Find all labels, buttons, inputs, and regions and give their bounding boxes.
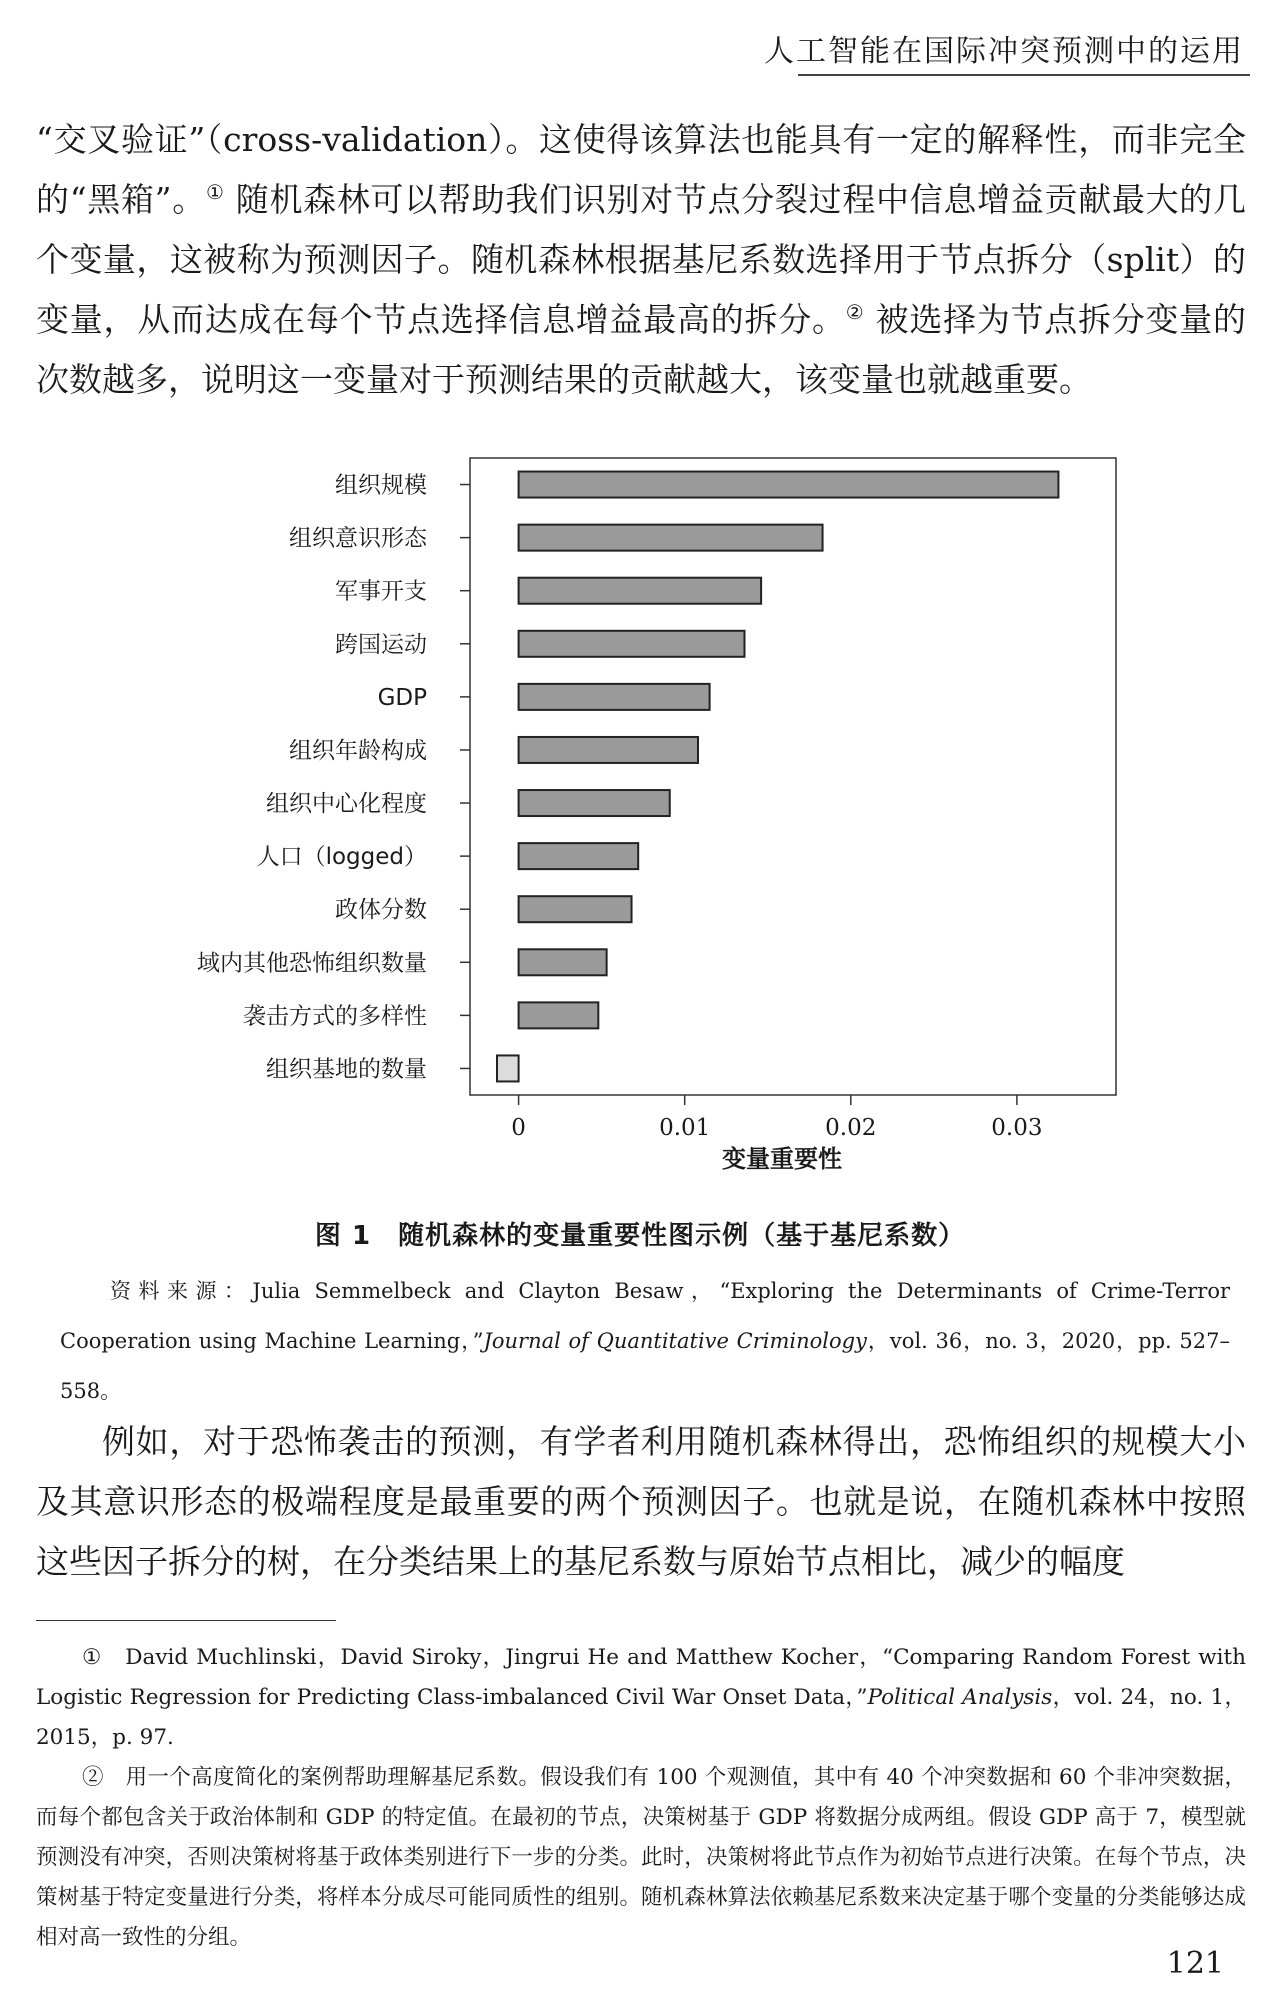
x-ticks: [511, 1095, 1042, 1141]
bar: [519, 790, 670, 816]
body-paragraph-1: [36, 110, 1246, 410]
footnote-1-text-a: David Muchlinski，David Siroky，Jingrui He and Matthew Kocher，“Comparing Random Forest with Logistic Regression for Predicting Class-imbalanced Civil War Onset Data，”: [36, 1645, 1247, 1710]
page-number: 121: [1166, 1946, 1224, 1981]
bar: [519, 737, 698, 763]
footnote-1-journal: Political Analysis: [867, 1685, 1053, 1710]
footnote-2-mark: ②: [82, 1765, 104, 1790]
x-tick-label: 0: [511, 1115, 526, 1141]
variable-importance-chart: [0, 440, 1280, 1210]
x-axis-label: 变量重要性: [722, 1145, 842, 1173]
bar: [519, 631, 745, 657]
figure-source: [60, 1266, 1230, 1416]
figure-caption: 图 1 随机森林的变量重要性图示例（基于基尼系数）: [314, 1221, 966, 1251]
footnote-2: [36, 1758, 1246, 1958]
plot-frame: [470, 458, 1116, 1095]
plot-border: [470, 458, 1116, 1095]
footnote-1-mark: ①: [82, 1645, 103, 1670]
bar: [519, 843, 639, 869]
header-rule: [798, 74, 1250, 76]
category-label: 组织意识形态: [289, 525, 427, 552]
category-label: 组织基地的数量: [266, 1056, 427, 1083]
footnote-ref-2[interactable]: ②: [845, 300, 865, 324]
x-tick-label: 0.01: [659, 1115, 711, 1141]
category-label: 组织中心化程度: [266, 791, 427, 818]
body-paragraph-2: [36, 1412, 1246, 1592]
x-tick-label: 0.03: [991, 1115, 1043, 1141]
category-label: 组织规模: [335, 472, 427, 499]
category-label: 军事开支: [335, 578, 427, 605]
category-label: 政体分数: [335, 897, 427, 924]
bars: [497, 472, 1058, 1082]
bar: [519, 949, 607, 975]
footnote-1: [36, 1638, 1246, 1758]
bar: [519, 1002, 599, 1028]
footnote-1-text-b: ，vol. 24，no. 1，2015，p. 97.: [36, 1685, 1246, 1750]
footnote-ref-1[interactable]: ①: [205, 180, 225, 204]
bar: [519, 684, 710, 710]
bar: [519, 896, 632, 922]
category-label: 跨国运动: [335, 631, 427, 658]
category-label: 袭击方式的多样性: [243, 1003, 427, 1030]
bar: [519, 472, 1059, 498]
category-label: 人口（logged）: [256, 844, 427, 871]
para2-text: 例如，对于恐怖袭击的预测，有学者利用随机森林得出，恐怖组织的规模大小及其意识形态的极端程度是最重要的两个预测因子。也就是说，在随机森林中按照这些因子拆分的树，在分类结果上的基尼系数与原始节点相比，减少的幅度: [36, 1422, 1246, 1581]
source-text-b: ，vol. 36，no. 3，2020，pp. 527–558。: [60, 1329, 1230, 1403]
category-label: 域内其他恐怖组织数量: [197, 950, 427, 977]
bar: [519, 525, 823, 551]
para1-text-c: 被选择为节点拆分变量的次数越多，说明这一变量对于预测结果的贡献越大，该变量也就越重要。: [36, 300, 1246, 399]
para1-text-b: 随机森林可以帮助我们识别对节点分裂过程中信息增益贡献最大的几个变量，这被称为预测因子。随机森林根据基尼系数选择用于节点拆分（split）的变量，从而达成在每个节点选择信息增益最高的拆分。: [36, 180, 1246, 339]
bar: [497, 1055, 519, 1081]
x-tick-label: 0.02: [825, 1115, 877, 1141]
category-label: 组织年龄构成: [289, 737, 427, 764]
footnote-2-text: 用一个高度简化的案例帮助理解基尼系数。假设我们有 100 个观测值，其中有 40 个冲突数据和 60 个非冲突数据，而每个都包含关于政治体制和 GDP 的特定值。在最初的节点，决策树基于 GDP 将数据分成两组。假设 GDP 高于 7，模型就预测没有冲突，否则决策树将基于政体类别进行下一步的分类。此时，决策树将此节点作为初始节点进行决策。在每个节点，决策树基于特定变量进行分类，将样本分成尽可能同质性的组别。随机森林算法依赖基尼系数来决定基于哪个变量的分类能够达成相对高一致性的分组。: [36, 1765, 1246, 1950]
source-text-a: 资料来源：Julia Semmelbeck and Clayton Besaw，“Exploring the Determinants of Crime-Terror Cooperation using Machine Learning，”: [60, 1279, 1230, 1353]
footnotes: [36, 1638, 1246, 1958]
footnote-rule: [36, 1620, 336, 1621]
source-journal: Journal of Quantitative Criminology: [483, 1329, 867, 1353]
bar: [519, 578, 762, 604]
category-labels: [197, 473, 470, 1083]
para1-text-a: “交叉验证”（cross-validation）。这使得该算法也能具有一定的解释性，而非完全的“黑箱”。: [36, 120, 1246, 219]
category-label: GDP: [377, 684, 427, 711]
running-header: 人工智能在国际冲突预测中的运用: [764, 34, 1244, 69]
